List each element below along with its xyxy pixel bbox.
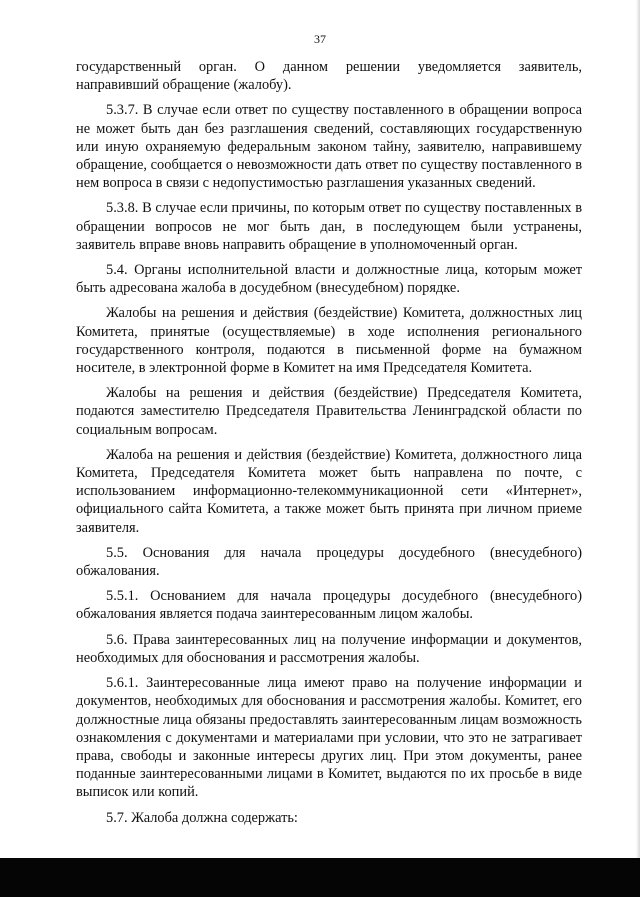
paragraph-5-7: 5.7. Жалоба должна содержать: xyxy=(106,809,298,826)
paragraph-5-5-1: 5.5.1. Основанием для начала процедуры досудебного (внесудебного) обжалования является подача заинтересованным лицом жалобы. xyxy=(76,588,582,623)
paragraph-5-3-7: 5.3.7. В случае если ответ по существу поставленного в обращении вопроса не может быть дан без разглашения сведений, составляющих государственную или иную охраняемую федеральным законом тайну, заявителю, направившему обращение, сообщается о невозможности дать ответ по существу поставленного в нем вопроса в связи с недопустимостью разглашения указанных сведений. xyxy=(76,102,582,192)
paragraph-complaints-chairman: Жалобы на решения и действия (бездействие) Председателя Комитета, подаются заместителю Председателя Правительства Ленинградской области по социальным вопросам. xyxy=(76,385,582,438)
paragraph-complaint-submission: Жалоба на решения и действия (бездействие) Комитета, должностного лица Комитета, Председателя Комитета может быть направлена по почте, с использованием информационно-телекоммуникационной сети «Интернет», официального сайта Комитета, а также может быть принята при личном приеме заявителя. xyxy=(76,446,582,536)
paragraph-5-6: 5.6. Права заинтересованных лиц на получение информации и документов, необходимых для обоснования и рассмотрения жалобы. xyxy=(76,631,582,666)
paragraph-5-6-1: 5.6.1. Заинтересованные лица имеют право на получение информации и документов, необходимых для обоснования и рассмотрения жалобы. Комитет, его должностные лица обязаны предоставлять заинтересованным лицам возможность ознакомления с документами и материалами при условии, что это не затрагивает права, свободы и законные интересы других лиц. При этом документы, ранее поданные заинтересованными лицами в Комитет, выдаются по их просьбе в виде выписок или копий. xyxy=(76,675,582,801)
paragraph-5-3-8: 5.3.8. В случае если причины, по которым ответ по существу поставленных в обращении вопросов не мог быть дан, в последующем были устранены, заявитель вправе вновь направить обращение в уполномоченный орган. xyxy=(76,200,582,253)
paragraph-continuation: государственный орган. О данном решении уведомляется заявитель, направивший обращение (жалобу). xyxy=(76,59,582,94)
paragraph-complaints-committee: Жалобы на решения и действия (бездействие) Комитета, должностных лиц Комитета, принятые (осуществляемые) в ходе исполнения регионального государственного контроля, подаются в письменной форме на бумажном носителе, в электронной форме в Комитет на имя Председателя Комитета. xyxy=(76,305,582,377)
scan-bottom-border xyxy=(0,858,640,897)
paragraph-5-4: 5.4. Органы исполнительной власти и должностные лица, которым может быть адресована жалоба в досудебном (внесудебном) порядке. xyxy=(76,262,582,297)
page-number: 37 xyxy=(314,32,326,46)
document-body xyxy=(76,58,582,834)
paragraph-5-5: 5.5. Основания для начала процедуры досудебного (внесудебного) обжалования. xyxy=(76,544,582,580)
page-edge-shadow xyxy=(636,0,640,858)
